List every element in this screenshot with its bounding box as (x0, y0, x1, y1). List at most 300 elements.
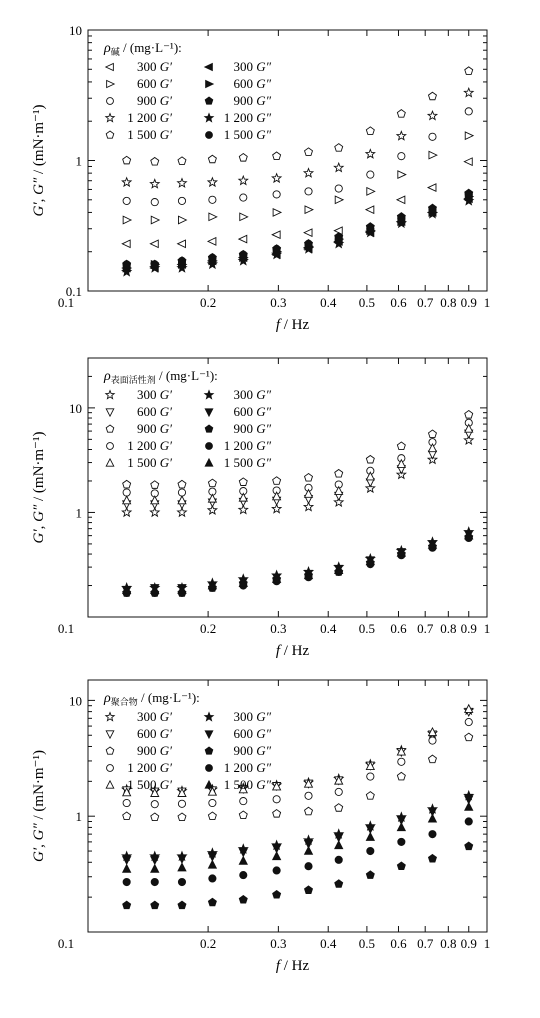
chart-panel-1 (31, 23, 490, 333)
legend-entry-symbol: G″ (256, 76, 271, 91)
legend-marker (205, 713, 213, 721)
data-point (305, 474, 313, 482)
series-900-G- (123, 108, 472, 206)
data-point (335, 144, 343, 152)
legend-marker (106, 131, 114, 138)
legend-entry-symbol: G′ (159, 777, 172, 792)
legend-title-subscript: 聚合物 (110, 697, 138, 707)
x-tick-label: 1 (483, 295, 491, 310)
x-tick-label: 0.3 (270, 295, 287, 310)
legend-marker (206, 765, 213, 772)
series-1-500-G- (123, 803, 473, 873)
y-axis-label-unit: / (mN·m⁻¹) (31, 431, 47, 505)
legend-entry-symbol: G″ (256, 726, 271, 741)
y-tick-label: 1 (75, 505, 82, 521)
legend-marker (205, 781, 213, 788)
legend-entry-symbol: G″ (256, 743, 271, 758)
data-point (208, 178, 217, 186)
data-point (367, 847, 374, 854)
data-point (304, 229, 312, 236)
data-point (366, 455, 374, 463)
legend-entry-value: 900 (233, 421, 257, 436)
legend-marker (106, 713, 114, 721)
legend-marker (205, 63, 213, 70)
legend-marker (107, 765, 114, 772)
data-point (366, 792, 374, 800)
data-point (208, 155, 216, 163)
legend-title-subscript: 碱 (110, 47, 120, 57)
y-axis-label (31, 105, 47, 217)
data-point (304, 169, 313, 177)
legend-entry (233, 76, 271, 91)
series-1-200-G- (122, 196, 473, 275)
legend-entry-value: 600 (137, 76, 160, 91)
legend-entry-value: 1 200 (127, 438, 160, 453)
data-point (273, 209, 281, 216)
data-point (273, 191, 280, 198)
series-300-G- (122, 527, 473, 591)
data-point (151, 216, 159, 223)
legend-entry-value: 300 (233, 59, 257, 74)
data-point (123, 489, 130, 496)
data-point (428, 854, 436, 862)
series-300-G- (122, 436, 473, 517)
series-600-G- (123, 193, 473, 272)
series-1-500-G- (123, 705, 473, 797)
data-point (465, 108, 472, 115)
legend-entry (137, 76, 172, 91)
legend-title-unit: / (mg·L⁻¹): (155, 368, 218, 383)
legend-entry-value: 300 (233, 387, 257, 402)
data-point (465, 842, 473, 850)
legend-marker (106, 747, 114, 754)
data-point (429, 814, 437, 822)
legend-entry-value: 1 500 (127, 127, 160, 142)
data-point (335, 469, 343, 477)
data-point (465, 803, 473, 811)
data-point (178, 179, 187, 187)
data-point (397, 442, 405, 450)
data-point (123, 799, 130, 806)
data-point (367, 773, 374, 780)
data-point (178, 878, 185, 885)
x-tick-label: 0.4 (320, 936, 337, 951)
legend-marker (107, 98, 114, 105)
legend-entry-value: 1 200 (223, 760, 257, 775)
series-900-G- (123, 533, 473, 596)
legend-title-symbol: ρ (104, 41, 111, 56)
legend-entry (233, 404, 271, 419)
data-point (123, 901, 131, 909)
data-point (273, 796, 280, 803)
data-point (122, 240, 130, 247)
legend-entry (137, 421, 172, 436)
series-1-200-G- (123, 718, 472, 807)
data-point (151, 481, 159, 489)
legend-marker (205, 114, 213, 122)
legend-entry (224, 760, 272, 775)
legend-title (103, 40, 182, 57)
x-tick-label: 0.6 (390, 295, 407, 310)
y-axis-label-symbol: G′, G″ (31, 177, 47, 217)
legend-entry (127, 438, 172, 453)
legend-entry (137, 743, 172, 758)
y-tick-label: 1 (75, 153, 82, 169)
x-tick-label: 0.7 (417, 936, 434, 951)
legend-entry (224, 110, 272, 125)
series-1-200-G- (123, 419, 472, 497)
chart-panel-2 (31, 358, 490, 659)
data-point (397, 110, 405, 118)
legend-entry-value: 300 (137, 387, 160, 402)
legend-entry-symbol: G″ (256, 455, 271, 470)
x-tick-label: 0.5 (358, 936, 376, 951)
data-point (178, 157, 186, 165)
legend-entry-symbol: G″ (256, 438, 271, 453)
data-point (178, 197, 185, 204)
data-point (209, 213, 217, 220)
data-point (367, 225, 374, 232)
data-point (464, 88, 473, 96)
data-point (398, 215, 405, 222)
x-tick-label: 0.2 (199, 936, 217, 951)
series-1-500-G- (123, 191, 472, 268)
data-point (273, 810, 281, 818)
data-point (151, 901, 159, 909)
x-axis-label (276, 958, 310, 974)
legend-entry-value: 1 500 (223, 455, 257, 470)
legend-entry (127, 777, 172, 792)
data-point (209, 254, 216, 261)
series-1-200-G- (123, 534, 472, 596)
data-point (429, 831, 436, 838)
legend-marker (107, 80, 115, 87)
data-point (239, 235, 247, 242)
data-point (123, 216, 131, 223)
series-300-G- (122, 195, 472, 272)
data-point (305, 188, 312, 195)
x-tick-label: 1 (483, 621, 491, 636)
legend-entry-symbol: G′ (159, 760, 172, 775)
legend-entry-symbol: G″ (256, 777, 271, 792)
legend-marker (106, 781, 114, 788)
data-point (178, 813, 186, 821)
legend-entry (224, 455, 272, 470)
x-tick-label: 0.7 (417, 295, 434, 310)
legend-entry (233, 93, 271, 108)
data-point (429, 206, 436, 213)
data-point (151, 878, 158, 885)
x-tick-label: 0.8 (440, 621, 457, 636)
legend-entry-symbol: G″ (256, 110, 271, 125)
legend-marker (205, 747, 213, 754)
legend-entry-symbol: G″ (256, 404, 271, 419)
legend-title (103, 690, 200, 707)
series-600-G- (123, 708, 473, 795)
legend-entry-value: 600 (233, 404, 257, 419)
legend-title (103, 368, 218, 385)
x-tick-label: 0.9 (460, 936, 477, 951)
data-point (335, 856, 342, 863)
legend-entry-value: 1 200 (127, 760, 160, 775)
series-900-G- (123, 733, 473, 820)
data-point (151, 157, 159, 165)
x-tick-label: 0.1 (57, 295, 75, 310)
data-point (305, 886, 313, 894)
legend-title-subscript: 表面活性剂 (110, 375, 156, 385)
x-axis-label (276, 643, 310, 659)
data-point (398, 758, 405, 765)
data-point (239, 493, 247, 501)
series-900-G- (123, 189, 473, 268)
legend-entry-symbol: G′ (159, 110, 172, 125)
series-1-500-G- (123, 424, 473, 503)
legend-entry (137, 726, 172, 741)
data-point (397, 131, 406, 139)
series-900-G- (123, 411, 473, 489)
legend-entry (127, 110, 172, 125)
legend-entry-value: 1 200 (223, 438, 257, 453)
legend-marker (205, 97, 213, 104)
legend-entry-symbol: G″ (256, 93, 271, 108)
y-axis-label-unit: / (mN·m⁻¹) (31, 104, 47, 178)
data-point (428, 92, 436, 100)
x-axis-label-symbol: f (275, 958, 280, 974)
data-point (305, 807, 313, 815)
x-tick-label: 0.8 (440, 295, 457, 310)
x-axis-label-symbol: f (275, 317, 280, 333)
data-point (397, 772, 405, 780)
legend-marker (107, 443, 114, 450)
data-point (428, 430, 436, 438)
data-point (305, 847, 313, 855)
legend-entry (224, 438, 272, 453)
data-point (239, 154, 247, 162)
data-point (239, 478, 247, 486)
legend-entry-value: 900 (233, 93, 257, 108)
series-600-G- (123, 132, 473, 224)
x-tick-label: 0.4 (320, 621, 337, 636)
data-point (123, 261, 130, 268)
legend-entry-symbol: G′ (159, 743, 172, 758)
data-point (273, 245, 280, 252)
legend-entry-symbol: G″ (256, 760, 271, 775)
legend-marker (106, 459, 114, 466)
series-600-G- (123, 531, 473, 595)
data-point (305, 490, 313, 498)
data-point (305, 148, 313, 156)
y-tick-label: 10 (69, 400, 82, 416)
x-tick-label: 0.1 (57, 621, 75, 636)
series-300-G- (122, 791, 473, 860)
legend-marker (205, 731, 213, 738)
legend-entry-value: 1 500 (223, 777, 257, 792)
data-point (428, 111, 437, 119)
data-point (208, 812, 216, 820)
legend-entry (233, 387, 271, 402)
legend-title-unit: / (mg·L⁻¹): (137, 690, 200, 705)
legend-entry-symbol: G″ (256, 387, 271, 402)
y-tick-label: 1 (75, 809, 82, 825)
legend-entry (127, 760, 172, 775)
data-point (239, 896, 247, 904)
legend-marker (205, 459, 213, 466)
data-point (151, 198, 158, 205)
data-point (151, 261, 158, 268)
data-point (397, 823, 405, 831)
legend-entry-symbol: G′ (159, 127, 172, 142)
data-point (178, 863, 186, 871)
y-axis-label (31, 432, 47, 544)
data-point (122, 178, 131, 186)
x-axis-label-unit: / Hz (280, 643, 310, 659)
data-point (151, 801, 158, 808)
legend-entry-value: 600 (137, 404, 160, 419)
data-point (366, 127, 374, 135)
data-point (305, 863, 312, 870)
y-axis-label-symbol: G′, G″ (31, 823, 47, 862)
data-point (465, 718, 472, 725)
legend-entry-symbol: G″ (256, 421, 271, 436)
series-300-G- (122, 706, 473, 795)
data-point (178, 216, 186, 223)
data-point (465, 132, 473, 139)
legend-marker (206, 80, 214, 87)
legend-entry-value: 1 200 (127, 110, 160, 125)
y-tick-label: 10 (69, 693, 82, 709)
chart-panel-3 (31, 680, 490, 974)
data-point (465, 818, 472, 825)
legend-entry-value: 1 200 (223, 110, 257, 125)
legend-entry (137, 387, 172, 402)
legend-entry-value: 600 (233, 76, 257, 91)
legend-entry-value: 900 (137, 93, 160, 108)
y-axis-label-symbol: G′, G″ (31, 504, 47, 544)
data-point (366, 206, 374, 213)
series-300-G- (122, 158, 472, 248)
data-point (209, 799, 216, 806)
data-point (335, 880, 343, 888)
legend-entry-symbol: G″ (256, 127, 271, 142)
y-axis-label (31, 750, 47, 862)
x-axis-label-symbol: f (275, 643, 280, 659)
data-point (123, 812, 131, 820)
legend-entry-value: 1 500 (127, 777, 160, 792)
data-point (178, 240, 186, 247)
data-point (273, 852, 281, 860)
legend-entry-symbol: G′ (159, 93, 172, 108)
data-point (397, 862, 405, 870)
data-point (335, 196, 343, 203)
x-tick-label: 0.2 (199, 621, 217, 636)
data-point (305, 792, 312, 799)
legend-entry (233, 421, 271, 436)
data-point (151, 865, 159, 873)
legend-entry-symbol: G′ (159, 438, 172, 453)
data-point (398, 838, 405, 845)
legend-entry (224, 777, 272, 792)
legend-entry-value: 300 (233, 709, 257, 724)
data-point (123, 156, 131, 164)
data-point (240, 251, 247, 258)
data-point (239, 811, 247, 819)
legend-entry (224, 127, 272, 142)
legend-marker (206, 132, 213, 139)
x-tick-label: 0.9 (460, 295, 477, 310)
x-tick-label: 0.4 (320, 295, 337, 310)
legend-entry-value: 300 (137, 59, 160, 74)
series-900-G- (123, 842, 473, 909)
legend-entry-symbol: G′ (159, 421, 172, 436)
legend-entry-symbol: G′ (159, 455, 172, 470)
data-point (429, 151, 437, 158)
x-axis-label (276, 317, 310, 333)
legend-marker (106, 63, 114, 70)
legend-title-symbol: ρ (104, 691, 111, 706)
data-point (398, 171, 406, 178)
data-point (150, 240, 158, 247)
data-point (367, 171, 374, 178)
data-point (465, 733, 473, 741)
data-point (335, 487, 343, 495)
data-point (366, 149, 375, 157)
legend-entry (137, 404, 172, 419)
series-1-200-G- (122, 88, 473, 188)
legend-entry-symbol: G′ (159, 76, 172, 91)
legend-entry (137, 709, 172, 724)
data-point (208, 494, 216, 502)
series-1-500-G- (123, 531, 473, 593)
data-point (429, 133, 436, 140)
data-point (151, 496, 159, 504)
legend-entry-value: 900 (233, 743, 257, 758)
legend-entry-value: 900 (137, 421, 160, 436)
y-tick-label: 10 (69, 23, 82, 38)
y-tick-label: 0.1 (65, 284, 82, 299)
series-1-500-G- (123, 67, 473, 165)
data-point (305, 240, 312, 247)
data-point (335, 804, 343, 812)
legend-title-unit: / (mg·L⁻¹): (119, 40, 182, 55)
legend-entry (137, 59, 172, 74)
legend-marker (205, 425, 213, 432)
data-point (240, 797, 247, 804)
legend-marker (205, 409, 213, 416)
data-point (335, 841, 343, 849)
legend-entry (233, 59, 271, 74)
legend-entry (233, 743, 271, 758)
x-tick-label: 0.3 (270, 936, 287, 951)
x-tick-label: 0.6 (390, 621, 407, 636)
legend-marker (206, 443, 213, 450)
data-point (367, 188, 375, 195)
data-point (273, 867, 280, 874)
legend-marker (106, 425, 114, 432)
legend-marker (106, 731, 114, 738)
data-point (123, 480, 131, 488)
legend-entry (127, 127, 172, 142)
legend-entry-symbol: G′ (159, 726, 172, 741)
legend-entry (127, 455, 172, 470)
data-point (123, 496, 131, 504)
data-point (123, 878, 130, 885)
legend-entry-value: 1 500 (127, 455, 160, 470)
series-1-200-G- (123, 818, 472, 886)
data-point (150, 179, 159, 187)
x-axis-label-unit: / Hz (280, 317, 310, 333)
legend-marker (205, 391, 213, 399)
series-600-G- (123, 430, 473, 508)
